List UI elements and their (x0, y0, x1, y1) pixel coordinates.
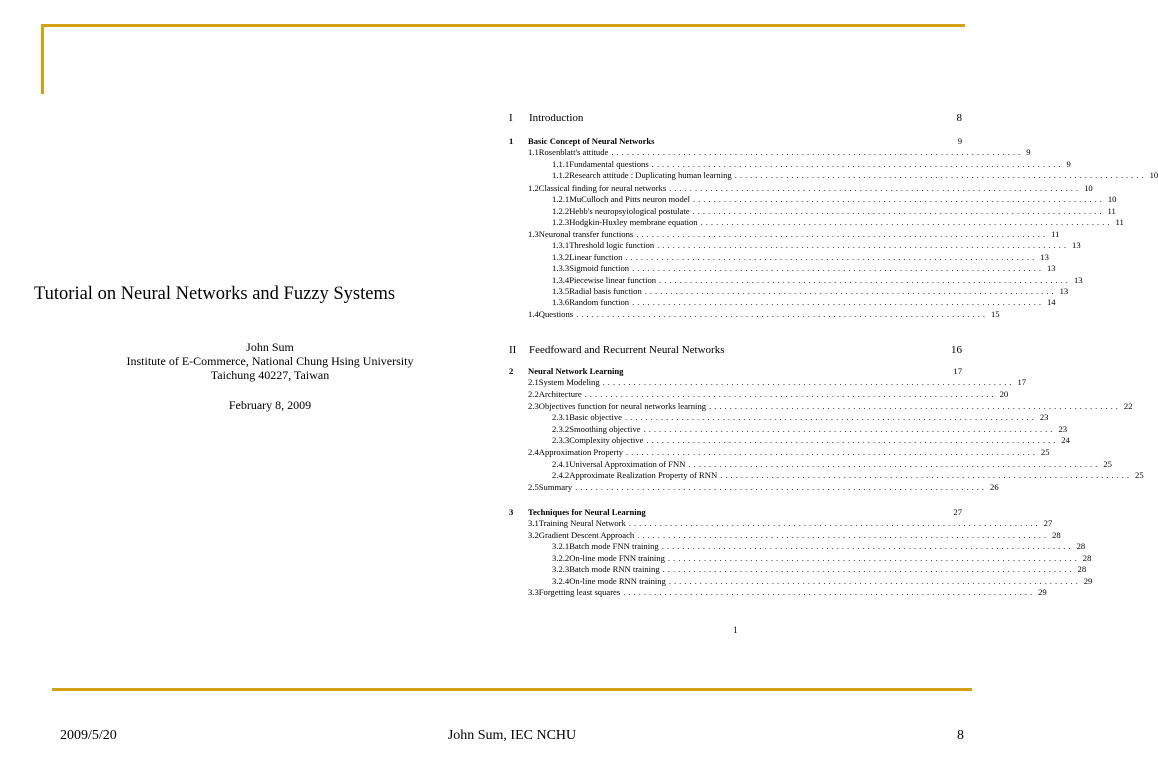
toc-entry (509, 297, 1056, 308)
toc-entry-page: 22 (1123, 401, 1133, 411)
toc-entry-number: 2.4.2 (552, 470, 570, 480)
slide-number: 8 (957, 728, 964, 743)
toc-leader-dots: ................................................................................ (628, 518, 1041, 528)
toc-entry-page: 13 (1073, 275, 1083, 285)
toc-entry (509, 377, 1027, 388)
toc-entry-title: Universal Approximation of FNN (569, 459, 686, 469)
toc-entry-title: Classical finding for neural networks (538, 183, 667, 193)
toc-entry (509, 401, 1133, 412)
toc-leader-dots: ................................................................................ (637, 530, 1050, 540)
toc-entry-number: 2 (509, 366, 514, 376)
toc-leader-dots: ................................................................................ (584, 389, 997, 399)
toc-entry-page: 28 (1082, 553, 1092, 563)
toc-leader-dots: ................................................................................ (669, 183, 1082, 193)
toc-entry-title: Architecture (538, 389, 582, 399)
toc-entry-title: On-line mode RNN training (569, 576, 666, 586)
toc-entry-title: Questions (538, 309, 574, 319)
toc-entry-page: 28 (1076, 541, 1086, 551)
document-date: February 8, 2009 (228, 398, 312, 412)
toc-leader-dots: ................................................................................ (734, 170, 1147, 180)
toc-entry-number: 3.2.3 (552, 564, 570, 574)
toc-entry-page: 26 (990, 482, 999, 492)
toc-entry-title: Summary (538, 482, 573, 492)
toc-entry-title: Approximate Realization Property of RNN (569, 470, 718, 480)
toc-entry-title: Basic Concept of Neural Networks (528, 136, 655, 146)
toc-entry-page: 23 (1039, 412, 1049, 422)
toc-entry-number: 1.1.1 (552, 159, 570, 169)
toc-entry-title: On-line mode FNN training (569, 553, 665, 563)
toc-entry-page: 25 (1135, 470, 1144, 480)
toc-entry-title: Research attitude : Duplicating human learning (569, 170, 732, 180)
toc-entry-number: 1.2.2 (552, 206, 570, 216)
toc-entry-number: 2.2 (528, 389, 539, 399)
toc-leader-dots: ................................................................................ (611, 147, 1024, 157)
toc-entry-page: 10 (1107, 194, 1117, 204)
toc-entry-number: 1.3 (528, 229, 539, 239)
author-affiliation: Institute of E-Commerce, National Chung Hsing University (126, 354, 414, 368)
toc-leader-dots: ................................................................................ (651, 159, 1064, 169)
top-accent-line (41, 24, 965, 27)
toc-entry-page: 13 (1072, 240, 1081, 250)
toc-entry-number: 3.2.2 (552, 553, 570, 563)
toc-entry (509, 309, 1000, 320)
toc-entry-page: 13 (1046, 263, 1056, 273)
toc-entry-number: 1.3.2 (552, 252, 570, 262)
toc-entry-page: 17 (1017, 377, 1027, 387)
toc-entry-title: Sigmoid function (569, 263, 630, 273)
toc-leader-dots: ................................................................................ (692, 194, 1105, 204)
toc-leader-dots: ................................................................................ (632, 297, 1044, 307)
toc-entry-number: 1.2.1 (552, 194, 570, 204)
toc-entry (509, 286, 1069, 297)
toc-entry (509, 459, 1112, 470)
toc-entry-page: 25 (1103, 459, 1112, 469)
toc-entry-title: Random function (569, 297, 630, 307)
toc-leader-dots: ................................................................................ (643, 424, 1056, 434)
toc-entry-title: Gradient Descent Approach (538, 530, 635, 540)
toc-entry (509, 229, 1060, 240)
toc-entry-title: System Modeling (538, 377, 600, 387)
toc-entry-number: 1.3.1 (552, 240, 570, 250)
toc-entry-page: 20 (999, 389, 1009, 399)
toc-entry (509, 424, 1068, 435)
toc-entry (509, 263, 1056, 274)
toc-leader-dots: ................................................................................ (692, 206, 1105, 216)
toc-entry (509, 447, 1050, 458)
toc-leader-dots: ................................................................................ (644, 286, 1057, 296)
toc-entry-page: 28 (1052, 530, 1061, 540)
footer-date: 2009/5/20 (60, 728, 117, 743)
toc-entry (509, 159, 1071, 170)
toc-entry-page: 17 (953, 366, 962, 376)
toc-leader-dots: ................................................................................ (720, 470, 1133, 480)
toc-entry-title: Basic objective (569, 412, 622, 422)
toc-leader-dots: ................................................................................ (623, 587, 1036, 597)
toc-entry-title: Fundamental questions (569, 159, 649, 169)
toc-entry-number: 2.3.3 (552, 435, 570, 445)
toc-leader-dots: ................................................................................ (700, 217, 1113, 227)
bottom-accent-line (52, 688, 972, 691)
toc-entry (509, 564, 1087, 575)
toc-part-number: II (509, 344, 517, 356)
toc-entry-page: 13 (1040, 252, 1049, 262)
toc-entry-number: 2.3.1 (552, 412, 570, 422)
footer-author: John Sum, IEC NCHU (447, 728, 577, 743)
toc-entry-page: 25 (1040, 447, 1050, 457)
toc-entry-number: 2.4.1 (552, 459, 570, 469)
toc-entry (509, 194, 1117, 205)
toc-entry-title: Neural Network Learning (528, 366, 624, 376)
toc-entry (509, 389, 1009, 400)
toc-entry-page: 11 (1107, 206, 1116, 216)
toc-entry-page: 13 (1059, 286, 1069, 296)
toc-leader-dots: ................................................................................ (626, 447, 1038, 457)
toc-entry-number: 1.4 (528, 309, 539, 319)
left-accent-line (41, 24, 44, 94)
toc-leader-dots: ................................................................................ (602, 377, 1015, 387)
toc-entry-page: 28 (1077, 564, 1087, 574)
toc-leader-dots: ................................................................................ (625, 252, 1038, 262)
toc-entry (509, 412, 1049, 423)
toc-entry (509, 240, 1081, 251)
toc-entry (509, 366, 962, 377)
toc-leader-dots: ................................................................................ (576, 309, 988, 319)
toc-entry (509, 183, 1093, 194)
toc-entry (509, 576, 1093, 587)
author-name: John Sum (246, 340, 294, 354)
toc-entry-number: 3 (509, 507, 514, 517)
toc-entry-number: 1.1.2 (552, 170, 570, 180)
toc-entry-title: Objectives function for neural networks learning (538, 401, 707, 411)
toc-entry-number: 3.3 (528, 587, 539, 597)
toc-entry (509, 541, 1086, 552)
toc-leader-dots: ................................................................................ (661, 541, 1074, 551)
toc-entry-number: 1.3.6 (552, 297, 570, 307)
toc-entry-title: Batch mode FNN training (569, 541, 659, 551)
toc-entry-number: 3.1 (528, 518, 539, 528)
toc-part-page: 8 (956, 112, 962, 124)
toc-part-title: Introduction (529, 112, 584, 124)
toc-entry-page: 29 (1038, 587, 1047, 597)
toc-leader-dots: ................................................................................ (709, 401, 1121, 411)
toc-entry-title: Training Neural Network (538, 518, 626, 528)
toc-entry-page: 15 (991, 309, 1000, 319)
toc-entry-number: 1.2 (528, 183, 539, 193)
toc-entry (509, 206, 1116, 217)
toc-entry (509, 587, 1047, 598)
toc-entry (509, 530, 1061, 541)
toc-leader-dots: ................................................................................ (662, 564, 1075, 574)
toc-entry-page: 27 (1043, 518, 1053, 528)
document-title: Tutorial on Neural Networks and Fuzzy Systems (34, 284, 396, 304)
toc-entry-number: 1.1 (528, 147, 539, 157)
toc-leader-dots: ................................................................................ (636, 229, 1049, 239)
toc-entry (509, 507, 962, 518)
toc-entry-title: Hebb's neuropsyiological postulate (569, 206, 690, 216)
author-block (70, 340, 470, 382)
toc-entry (509, 252, 1049, 263)
toc-leader-dots: ................................................................................ (632, 263, 1044, 273)
toc-entry-title: Techniques for Neural Learning (528, 507, 646, 517)
toc-entry (509, 470, 1144, 481)
toc-entry-page: 14 (1046, 297, 1056, 307)
toc-entry-title: Radial basis function (569, 286, 642, 296)
toc-entry-title: Forgetting least squares (538, 587, 621, 597)
toc-entry-page: 24 (1061, 435, 1070, 445)
toc-leader-dots: ................................................................................ (646, 435, 1059, 445)
toc-entry-number: 1.3.3 (552, 263, 570, 273)
toc-leader-dots: ................................................................................ (624, 412, 1037, 422)
toc-entry (509, 170, 1158, 181)
toc-part (509, 344, 962, 356)
toc-entry-number: 3.2 (528, 530, 539, 540)
toc-entry-number: 2.4 (528, 447, 539, 457)
toc-entry-title: Smoothing objective (569, 424, 641, 434)
toc-entry-page: 23 (1058, 424, 1068, 434)
toc-entry (509, 217, 1124, 228)
toc-entry (509, 147, 1031, 158)
toc-entry-page: 9 (957, 136, 962, 146)
toc-part (509, 112, 962, 124)
toc-entry-title: Batch mode RNN training (569, 564, 660, 574)
toc-entry-title: Hodgkin-Huxley membrane equation (569, 217, 698, 227)
toc-part-title: Feedfoward and Recurrent Neural Networks (529, 344, 725, 356)
toc-entry-number: 1.3.5 (552, 286, 570, 296)
toc-entry-number: 2.1 (528, 377, 539, 387)
author-address: Taichung 40227, Taiwan (210, 368, 330, 382)
toc-entry (509, 435, 1070, 446)
toc-leader-dots: ................................................................................ (575, 482, 988, 492)
toc-entry-page: 11 (1051, 229, 1060, 239)
toc-entry (509, 553, 1092, 564)
toc-entry-page: 10 (1084, 183, 1093, 193)
toc-entry-number: 2.3.2 (552, 424, 570, 434)
toc-entry-title: Complexity objective (569, 435, 644, 445)
toc-entry (509, 482, 999, 493)
toc-entry-title: Threshold logic function (569, 240, 655, 250)
toc-entry-title: MuCulloch and Pitts neuron model (569, 194, 690, 204)
toc-part-number: I (509, 112, 513, 124)
toc-entry-title: Rosenblatt's attitude (538, 147, 609, 157)
toc-part-page: 16 (951, 344, 962, 356)
toc-entry-page: 9 (1026, 147, 1031, 157)
toc-leader-dots: ................................................................................ (688, 459, 1101, 469)
toc-entry-title: Piecewise linear function (569, 275, 657, 285)
toc-entry-number: 1 (509, 136, 514, 146)
toc-entry (509, 518, 1053, 529)
toc-entry-title: Approximation Property (538, 447, 624, 457)
toc-entry (509, 275, 1083, 286)
toc-entry-page: 9 (1066, 159, 1071, 169)
page-number: 1 (733, 625, 738, 635)
toc-entry-title: Neuronal transfer functions (538, 229, 634, 239)
toc-leader-dots: ................................................................................ (657, 240, 1070, 250)
toc-entry (509, 136, 962, 147)
toc-entry-title: Linear function (569, 252, 623, 262)
toc-entry-number: 1.3.4 (552, 275, 570, 285)
toc-leader-dots: ................................................................................ (668, 576, 1081, 586)
toc-entry-number: 2.5 (528, 482, 539, 492)
toc-entry-page: 27 (953, 507, 962, 517)
toc-entry-number: 2.3 (528, 401, 539, 411)
toc-entry-number: 3.2.4 (552, 576, 570, 586)
toc-entry-page: 11 (1115, 217, 1124, 227)
toc-leader-dots: ................................................................................ (659, 275, 1071, 285)
toc-entry-number: 3.2.1 (552, 541, 570, 551)
toc-entry-page: 29 (1083, 576, 1093, 586)
toc-entry-number: 1.2.3 (552, 217, 570, 227)
toc-leader-dots: ................................................................................ (667, 553, 1080, 563)
toc-entry-page: 10 (1149, 170, 1158, 180)
